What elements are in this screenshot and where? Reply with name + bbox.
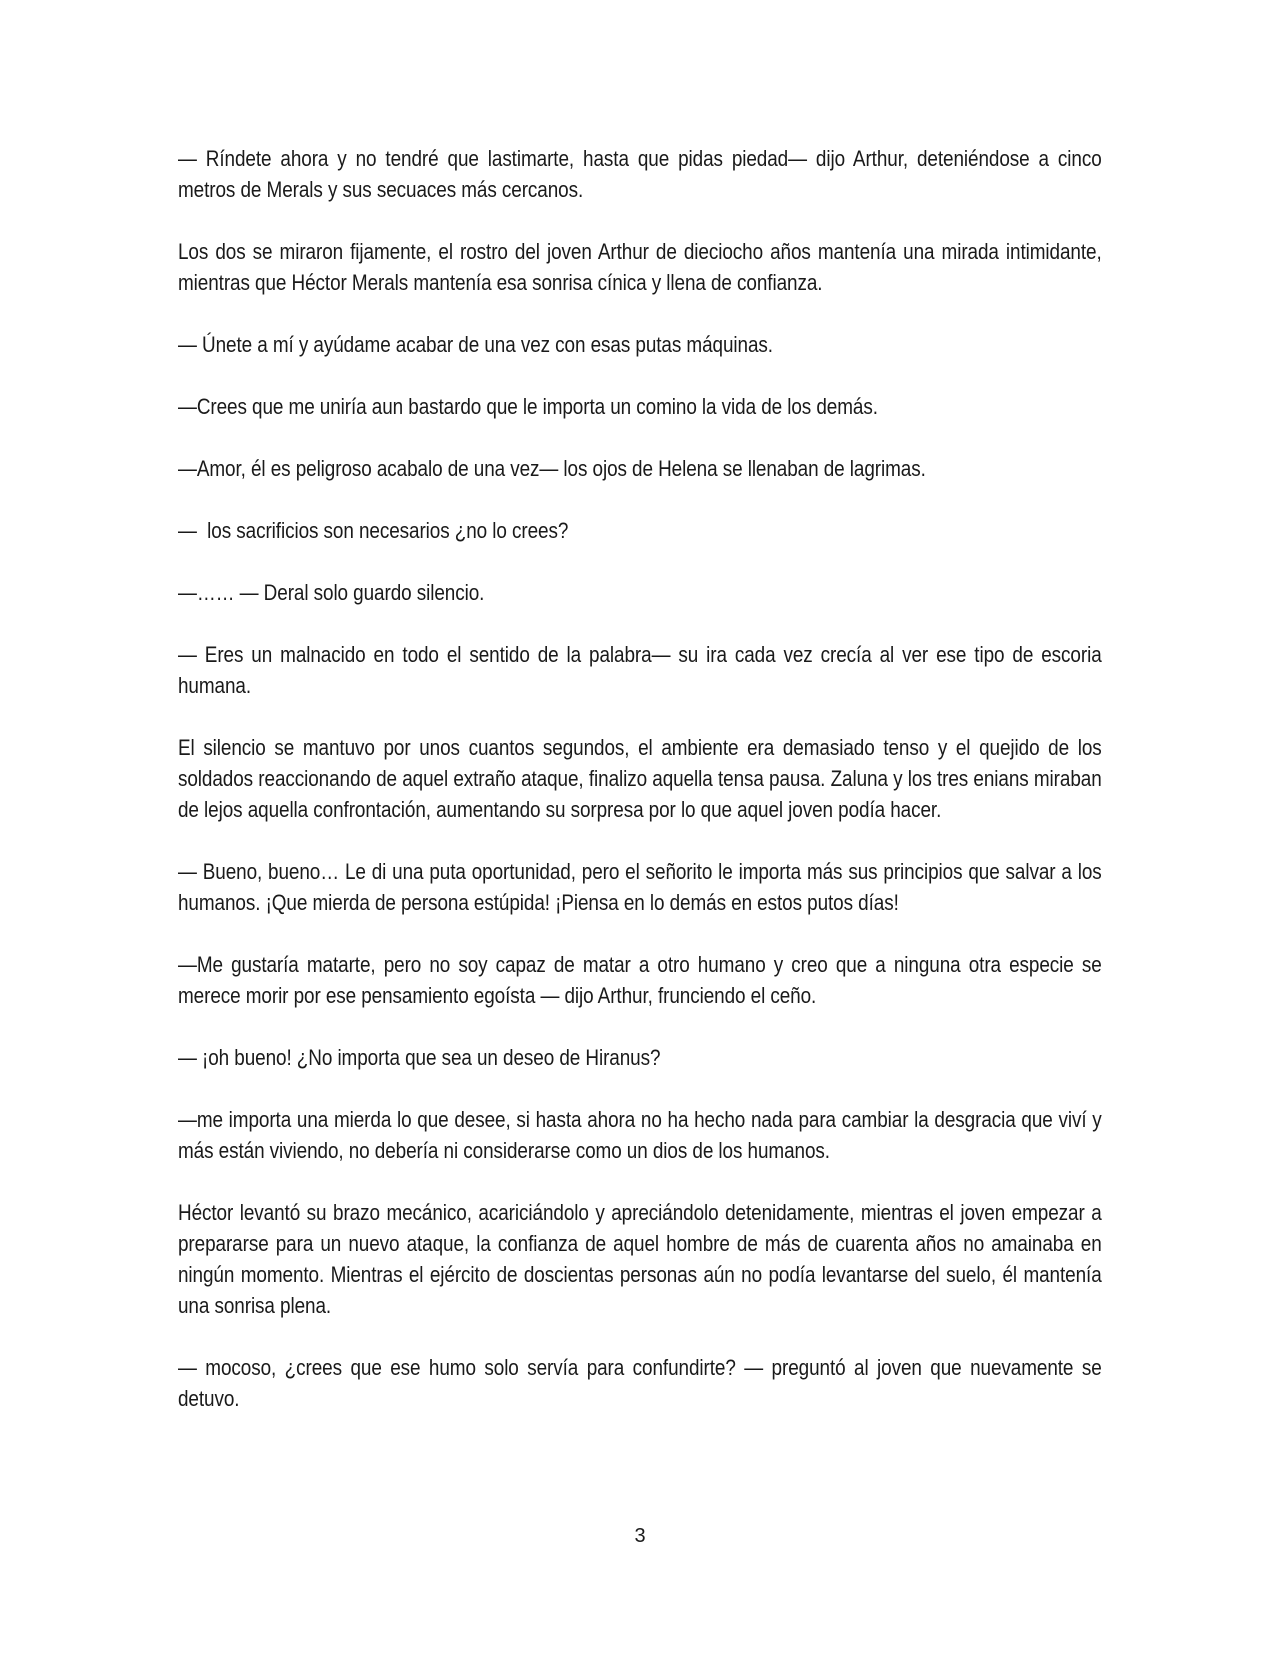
paragraph: —…… — Deral solo guardo silencio. [178,580,485,605]
paragraph: —Me gustaría matarte, pero no soy capaz de matar a otro humano y creo que a ninguna otra especie se merece morir por ese pensamiento egoísta — dijo Arthur, frunciendo el ceño. [178,952,1102,1008]
paragraph: — los sacrificios son necesarios ¿no lo crees? [178,518,569,543]
page-number: 3 [634,1525,646,1547]
paragraph: — Únete a mí y ayúdame acabar de una vez con esas putas máquinas. [178,332,773,357]
paragraph: —Amor, él es peligroso acabalo de una vez— los ojos de Helena se llenaban de lagrimas. [178,456,926,481]
paragraph: —me importa una mierda lo que desee, si hasta ahora no ha hecho nada para cambiar la desgracia que viví y más están viviendo, no debería ni considerarse como un dios de los humanos. [178,1107,1102,1163]
paragraph: Los dos se miraron fijamente, el rostro del joven Arthur de dieciocho años mantenía una mirada intimidante, mientras que Héctor Merals mantenía esa sonrisa cínica y llena de confianza. [178,239,1102,295]
paragraph: Héctor levantó su brazo mecánico, acariciándolo y apreciándolo detenidamente, mientras el joven empezar a prepararse para un nuevo ataque, la confianza de aquel hombre de más de cuarenta años no amainaba en ningún momento. Mientras el ejército de doscientas personas aún no podía levantarse del suelo, él mantenía una sonrisa plena. [178,1200,1102,1318]
paragraph: — mocoso, ¿crees que ese humo solo servía para confundirte? — preguntó al joven que nuevamente se detuvo. [178,1355,1102,1411]
paragraph: —Crees que me uniría aun bastardo que le importa un comino la vida de los demás. [178,394,878,419]
paragraph: — Bueno, bueno… Le di una puta oportunidad, pero el señorito le importa más sus principios que salvar a los humanos. ¡Que mierda de persona estúpida! ¡Piensa en lo demás en estos putos días! [178,859,1102,915]
paragraph: El silencio se mantuvo por unos cuantos segundos, el ambiente era demasiado tenso y el quejido de los soldados reaccionando de aquel extraño ataque, finalizo aquella tensa pausa. Zaluna y los tres enians miraban de lejos aquella confrontación, aumentando su sorpresa por lo que aquel joven podía hacer. [178,735,1102,822]
paragraph: — ¡oh bueno! ¿No importa que sea un deseo de Hiranus? [178,1045,661,1070]
paragraph: — Eres un malnacido en todo el sentido de la palabra— su ira cada vez crecía al ver ese tipo de escoria humana. [178,642,1102,698]
body-text [178,143,1102,1445]
paragraph: — Ríndete ahora y no tendré que lastimarte, hasta que pidas piedad— dijo Arthur, deteniéndose a cinco metros de Merals y sus secuaces más cercanos. [178,146,1102,202]
